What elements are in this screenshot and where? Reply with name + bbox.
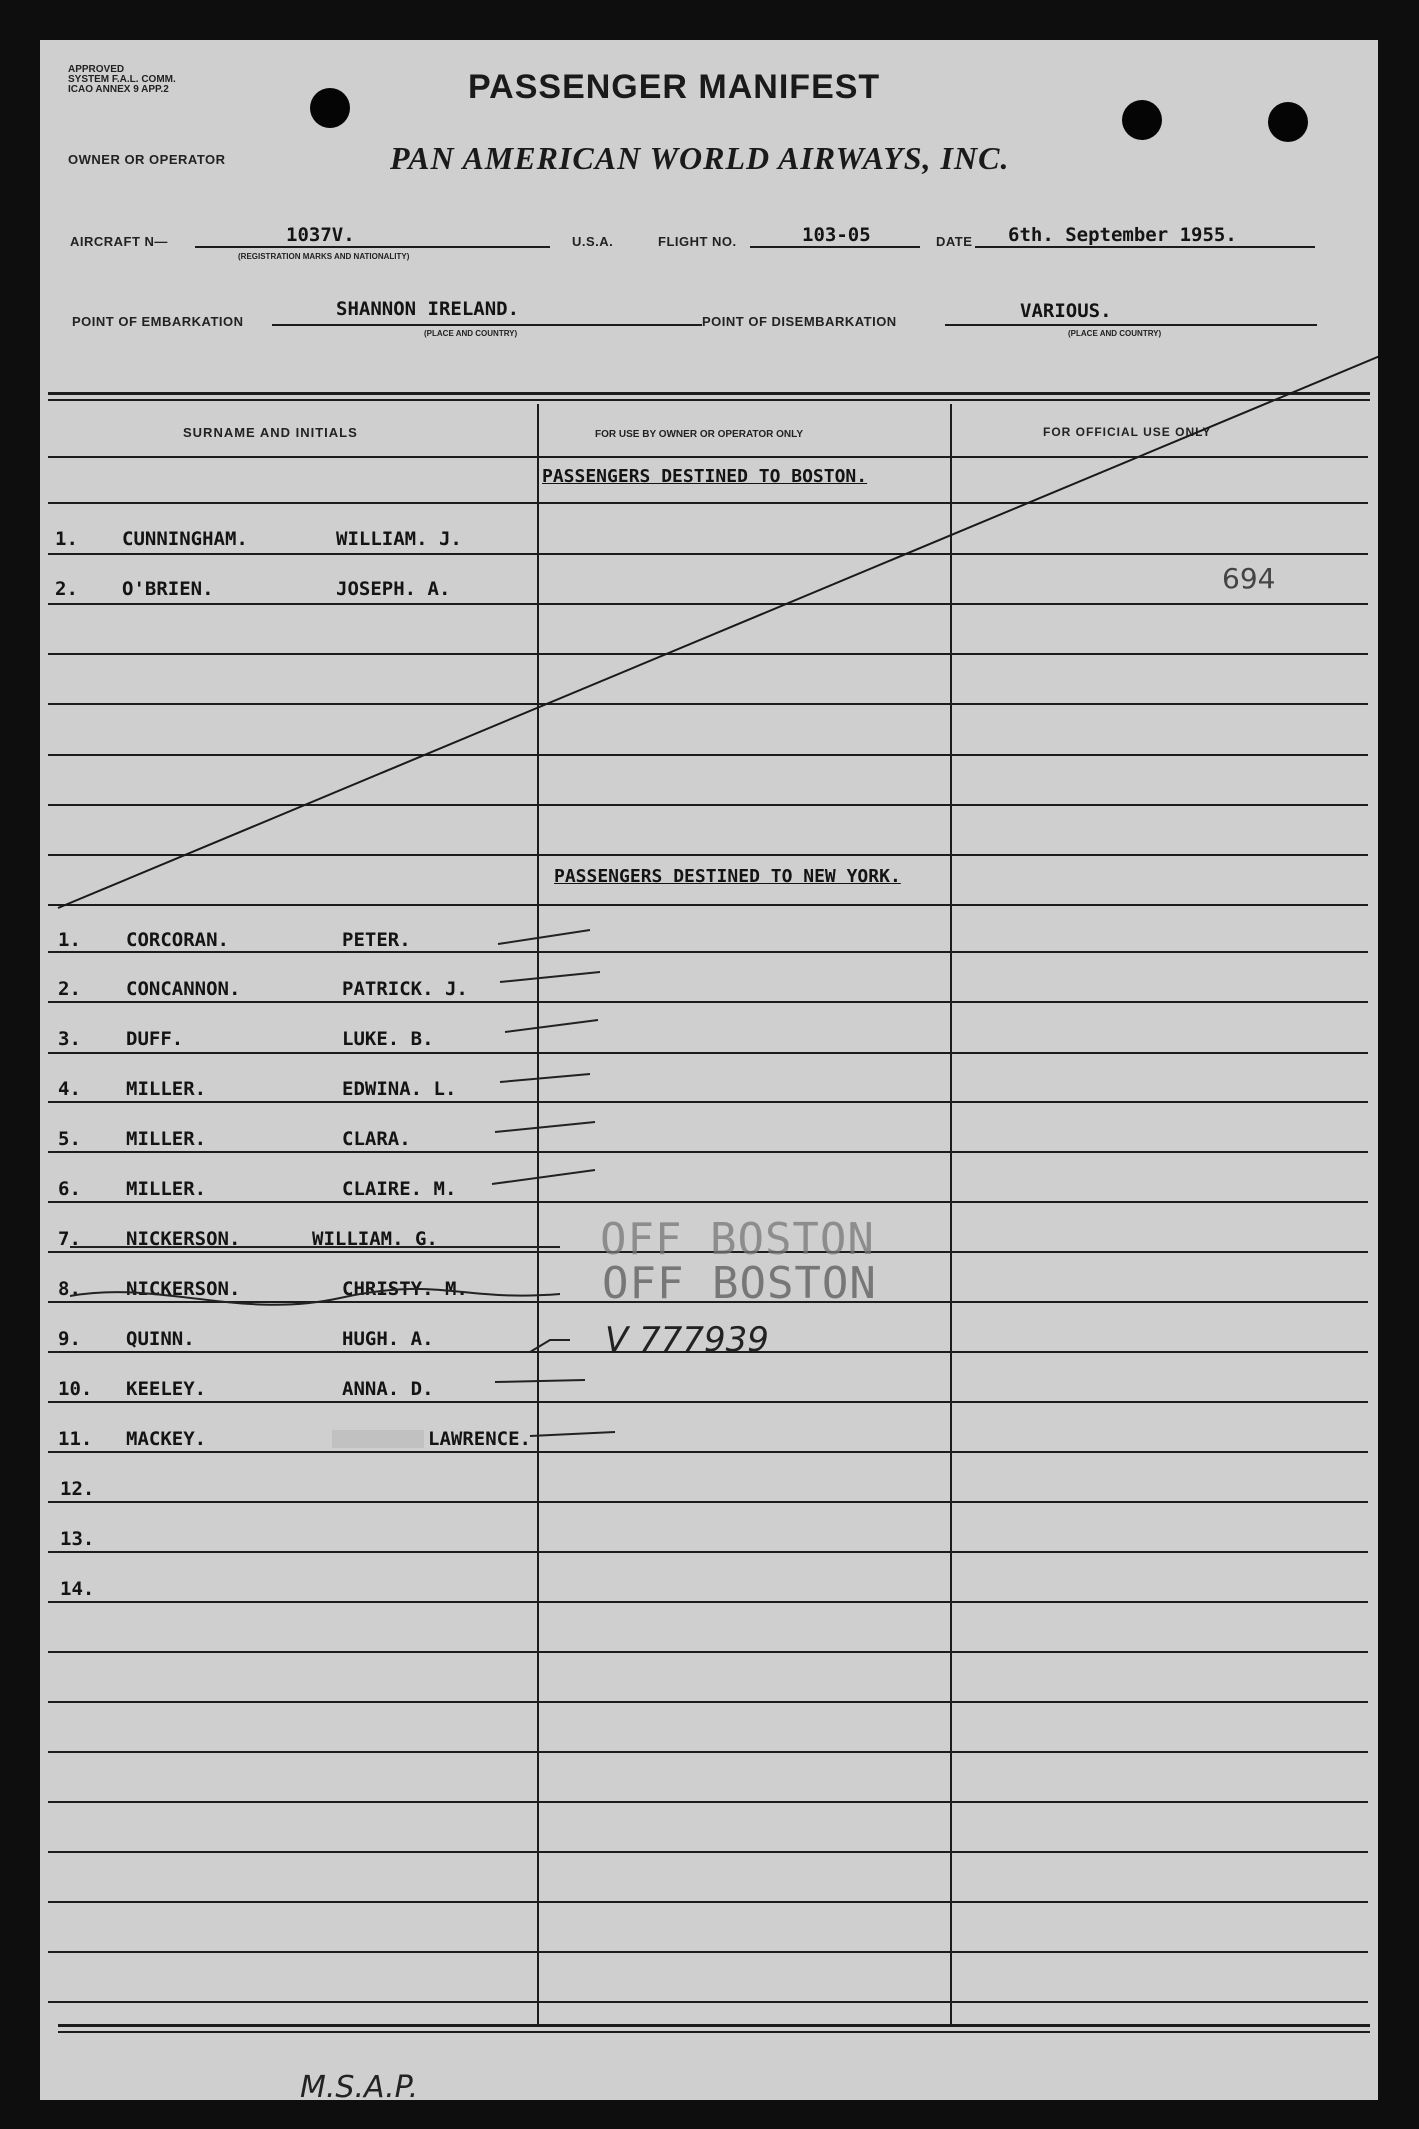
passenger-number: 9. — [58, 1328, 81, 1350]
passenger-number: 1. — [55, 528, 78, 550]
embark-caption: (PLACE AND COUNTRY) — [424, 329, 518, 338]
passenger-number: 2. — [55, 578, 78, 600]
passenger-given: LAWRENCE. — [428, 1428, 531, 1450]
checkmark-stroke — [500, 1074, 590, 1082]
passenger-number: 3. — [58, 1028, 81, 1050]
passenger-given: CLARA. — [342, 1128, 411, 1150]
disembark-caption: (PLACE AND COUNTRY) — [1068, 329, 1162, 338]
embark-label: POINT OF EMBARKATION — [72, 314, 244, 329]
passenger-given: PATRICK. J. — [342, 978, 468, 1000]
official-number: 694 — [1222, 562, 1276, 595]
aircraft-value: 1037V. — [286, 224, 355, 246]
checkmark-stroke — [530, 1432, 615, 1436]
passenger-surname: CORCORAN. — [126, 929, 229, 951]
checkmark-stroke — [495, 1122, 595, 1132]
passenger-surname: CONCANNON. — [126, 978, 241, 1000]
checkmark-stroke — [495, 1380, 585, 1382]
passenger-given: LUKE. B. — [342, 1028, 434, 1050]
checkmark-stroke — [492, 1170, 595, 1184]
passenger-number: 7. — [58, 1228, 81, 1250]
date-label: DATE — [936, 234, 973, 249]
approved-text: APPROVED — [68, 64, 125, 75]
passenger-number: 5. — [58, 1128, 81, 1150]
section-heading-new-york: PASSENGERS DESTINED TO NEW YORK. — [554, 866, 901, 887]
off-boston-stamp: OFF BOSTON — [600, 1214, 875, 1265]
pen-marks — [40, 40, 1378, 2100]
aircraft-label: AIRCRAFT N— — [70, 234, 168, 249]
passenger-given: HUGH. A. — [342, 1328, 434, 1350]
passenger-number: 6. — [58, 1178, 81, 1200]
diagonal-cancel-line — [58, 356, 1378, 908]
passenger-surname: QUINN. — [126, 1328, 195, 1350]
passenger-surname: DUFF. — [126, 1028, 184, 1050]
checkmark-stroke — [500, 972, 600, 982]
checkmark-stroke — [498, 930, 590, 944]
passenger-given: WILLIAM. J. — [336, 528, 462, 550]
passenger-number: 2. — [58, 978, 81, 1000]
column-header-official: FOR OFFICIAL USE ONLY — [1043, 425, 1212, 439]
registration-caption: (REGISTRATION MARKS AND NATIONALITY) — [238, 252, 410, 261]
passenger-number: 4. — [58, 1078, 81, 1100]
passenger-surname: CUNNINGHAM. — [122, 528, 248, 550]
passenger-surname: MACKEY. — [126, 1428, 207, 1450]
embark-value: SHANNON IRELAND. — [336, 298, 520, 320]
passenger-given: CHRISTY. M. — [342, 1278, 468, 1300]
disembark-value: VARIOUS. — [1020, 300, 1112, 322]
passenger-surname: MILLER. — [126, 1178, 207, 1200]
column-header-surname: SURNAME AND INITIALS — [183, 425, 358, 440]
bottom-scrawl: M.S.A.P. — [300, 2070, 419, 2105]
system-text: SYSTEM F.A.L. COMM. — [68, 74, 176, 85]
passenger-surname: KEELEY. — [126, 1378, 207, 1400]
passenger-number: 11. — [58, 1428, 93, 1450]
passenger-surname: NICKERSON. — [126, 1278, 241, 1300]
checkmark-stroke — [505, 1020, 598, 1032]
column-header-owner: FOR USE BY OWNER OR OPERATOR ONLY — [595, 429, 803, 440]
icao-text: ICAO ANNEX 9 APP.2 — [68, 84, 169, 95]
passenger-given: EDWINA. L. — [342, 1078, 457, 1100]
passenger-surname: O'BRIEN. — [122, 578, 214, 600]
passenger-number: 14. — [60, 1578, 95, 1600]
passenger-number: 10. — [58, 1378, 93, 1400]
passenger-surname: NICKERSON. — [126, 1228, 241, 1250]
passenger-surname: MILLER. — [126, 1078, 207, 1100]
usa-label: U.S.A. — [572, 234, 614, 249]
owner-label: OWNER OR OPERATOR — [68, 152, 226, 167]
handwritten-number: V 777939 — [605, 1320, 769, 1360]
passenger-given: ANNA. D. — [342, 1378, 434, 1400]
passenger-number: 13. — [60, 1528, 95, 1550]
passenger-given: WILLIAM. G. — [312, 1228, 438, 1250]
passenger-surname: MILLER. — [126, 1128, 207, 1150]
passenger-given: CLAIRE. M. — [342, 1178, 457, 1200]
passenger-number: 1. — [58, 929, 81, 951]
flight-label: FLIGHT NO. — [658, 234, 737, 249]
flight-value: 103-05 — [802, 224, 871, 246]
passenger-number: 8. — [58, 1278, 81, 1300]
strikethrough-line — [70, 1289, 560, 1305]
passenger-number: 12. — [60, 1478, 95, 1500]
passenger-given: PETER. — [342, 929, 411, 951]
disembark-label: POINT OF DISEMBARKATION — [702, 314, 897, 329]
off-boston-stamp: OFF BOSTON — [602, 1258, 877, 1309]
manifest-sheet — [40, 40, 1378, 2105]
checkmark-stroke — [530, 1340, 570, 1352]
section-heading-boston: PASSENGERS DESTINED TO BOSTON. — [542, 466, 868, 487]
airline-name: PAN AMERICAN WORLD AIRWAYS, INC. — [390, 140, 1010, 176]
date-value: 6th. September 1955. — [1008, 224, 1237, 246]
passenger-given: JOSEPH. A. — [336, 578, 451, 600]
manifest-title: PASSENGER MANIFEST — [468, 68, 881, 106]
